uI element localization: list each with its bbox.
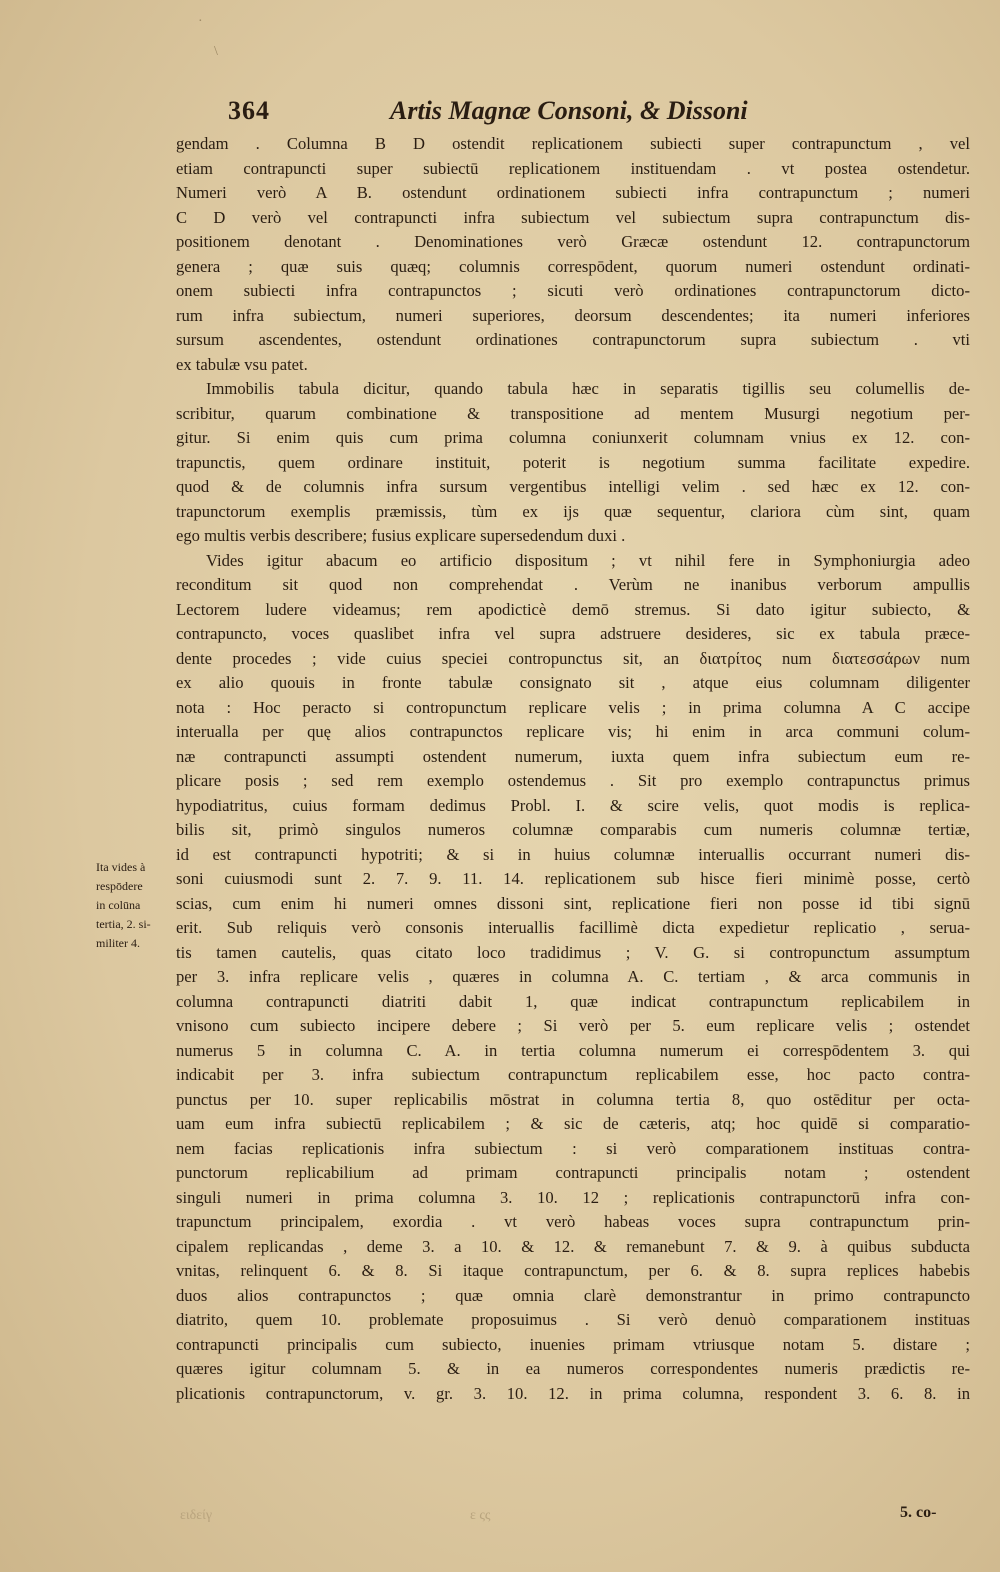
text-line: plicationis contrapunctorum, v. gr. 3. 10. 12. in prima columna, respondent 3. 6. 8. in — [176, 1383, 970, 1403]
text-line: contrapuncto, voces quaslibet infra vel supra adstruere desideres, sic ex tabula præce- — [176, 624, 970, 643]
text-line: trapunctum principalem, exordia . vt verò habeas voces supra contrapunctum prin- — [176, 1212, 970, 1231]
text-line: gitur. Si enim quis cum prima columna coniunxerit columnam vnius ex 12. con- — [176, 428, 970, 447]
page-number: 364 — [228, 96, 270, 125]
text-line: trapunctorum exemplis præmissis, tùm ex ijs quæ sequentur, clariora cùm sint, quam — [176, 501, 970, 521]
text-line: Vides igitur abacum eo artificio dispositum ; vt nihil fere in Symphoniurgia adeo — [206, 550, 970, 570]
margin-note-line: tertia, 2. si- — [96, 917, 151, 931]
stain-mark: \ — [214, 44, 218, 59]
text-line: dente procedes ; vide cuius speciei contropunctus sit, an διατρίτος num διατεσσάρων num — [176, 648, 970, 668]
margin-note-line: Ita vides à — [96, 860, 146, 874]
body-text — [176, 132, 970, 1406]
text-line: plicare posis ; sed rem exemplo ostendemus . Sit pro exemplo contrapunctus primus — [176, 771, 970, 790]
text-line: Lectorem ludere videamus; rem apodicticè demō stremus. Si dato igitur subiecto, & — [176, 599, 970, 619]
text-line: per 3. infra replicare velis , quæres in columna A. C. tertiam , & arca communis in — [176, 967, 970, 986]
text-line: etiam contrapuncti super subiectū replicationem instituendam . vt postea ostendetur. — [176, 158, 970, 178]
text-line: Numeri verò A B. ostendunt ordinationem subiecti infra contrapunctum ; numeri — [176, 183, 970, 202]
bottom-faded-text: ειδείγ — [180, 1508, 213, 1523]
text-line: contrapuncti principalis cum subiecto, inuenies primam vtriusque notam 5. distare ; — [176, 1334, 970, 1354]
text-line: nota : Hoc peracto si contropunctum replicare velis ; in prima columna A C accipe — [176, 697, 970, 717]
text-line: ex tabulæ vsu patet. — [176, 354, 308, 374]
text-line: Immobilis tabula dicitur, quando tabula hæc in separatis tigillis seu columellis de- — [206, 379, 970, 398]
text-line: duos alios contrapunctos ; quæ omnia clarè demonstrantur in primo contrapuncto — [176, 1285, 970, 1305]
text-line: rum infra subiectum, numeri superiores, deorsum descendentes; ita numeri inferiores — [176, 305, 970, 325]
text-line: hypodiatritus, cuius formam dedimus Probl. I. & scire velis, quot modis is replica- — [176, 795, 970, 815]
margin-note-line: respōdere — [96, 879, 143, 893]
text-line: onem subiecti infra contrapunctos ; sicuti verò ordinationes contrapunctorum dicto- — [176, 281, 970, 300]
text-line: sursum ascendentes, ostendunt ordinationes contrapunctorum supra subiectum . vti — [176, 330, 970, 349]
text-line: quod & de columnis infra sursum vergentibus intelligi velim . sed hæc ex 12. con- — [176, 477, 970, 496]
text-line: vnisono cum subiecto incipere debere ; Si verò per 5. eum replicare velis ; ostendet — [176, 1016, 970, 1035]
text-line: quæres igitur columnam 5. & in ea numeros correspondentes numeris prædictis re- — [176, 1359, 970, 1378]
text-line: numerus 5 in columna C. A. in tertia columna numerum ei correspōdentem 3. qui — [176, 1040, 970, 1060]
text-line: positionem denotant . Denominationes verò Græcæ ostendunt 12. contrapunctorum — [176, 232, 970, 251]
text-line: uam eum infra subiectū replicabilem ; & sic de cæteris, atq; hoc quidē si comparatio- — [176, 1114, 970, 1133]
text-line: singuli numeri in prima columna 3. 10. 12 ; replicationis contrapunctorū infra con- — [176, 1187, 970, 1207]
text-line: nem facias replicationis infra subiectum : si verò comparationem instituas contra- — [176, 1138, 970, 1158]
text-line: ex alio quouis in fronte tabulæ consignato sit , atque eius columnam diligenter — [176, 673, 970, 692]
margin-note — [96, 858, 176, 953]
catchword: 5. co- — [900, 1504, 937, 1521]
text-line: reconditum sit quod non comprehendat . Verùm ne inanibus verborum ampullis — [176, 575, 970, 594]
text-line: columna contrapuncti diatriti dabit 1, quæ indicat contrapunctum replicabilem in — [176, 991, 970, 1011]
text-line: bilis sit, primò singulos numeros columnæ comparabis cum numeris columnæ tertiæ, — [176, 820, 970, 839]
text-line: diatrito, quem 10. problemate proposuimus . Si verò denuò comparationem instituas — [176, 1310, 970, 1329]
text-line: punctorum replicabilium ad primam contrapuncti principalis notam ; ostendent — [176, 1163, 970, 1182]
margin-note-line: militer 4. — [96, 936, 140, 950]
running-title: Artis Magnæ Consoni, & Dissoni — [390, 96, 748, 125]
margin-note-line: in colūna — [96, 898, 141, 912]
text-line: id est contrapuncti hypotriti; & si in huius columnæ interuallis occurrant numeri dis- — [176, 844, 970, 864]
text-line: gendam . Columna B D ostendit replicationem subiecti super contrapunctum , vel — [176, 134, 970, 153]
text-line: trapunctis, quem ordinare instituit, poterit is negotium summa facilitate expedire. — [176, 452, 970, 472]
text-line: erit. Sub reliquis verò consonis interuallis facillimè dicta expedietur replicatio , serua- — [176, 918, 970, 937]
text-line: ego multis verbis describere; fusius explicare supersedendum duxi . — [176, 526, 626, 545]
page-header — [228, 96, 818, 132]
text-line: genera ; quæ suis quæq; columnis correspōdent, quorum numeri ostendunt ordinati- — [176, 256, 970, 276]
bottom-faded-text: ε ςς — [470, 1508, 491, 1523]
text-line: C D verò vel contrapuncti infra subiectum vel subiectum supra contrapunctum dis- — [176, 207, 970, 227]
text-line: indicabit per 3. infra subiectum contrapunctum replicabilem esse, hoc pacto contra- — [176, 1065, 970, 1084]
text-line: vnitas, relinquent 6. & 8. Si itaque contrapunctum, per 6. & 8. supra replices habebis — [176, 1261, 970, 1280]
text-line: cipalem replicandas , deme 3. a 10. & 12. & remanebunt 7. & 9. à quibus subducta — [176, 1236, 970, 1256]
text-line: punctus per 10. super replicabilis mōstrat in columna tertia 8, quo ostēditur per octa- — [176, 1089, 970, 1109]
stain-mark: · — [198, 14, 203, 29]
text-line: interualla per quę alios contrapunctos replicare vis; hi enim in arca communi colum- — [176, 722, 970, 741]
text-line: næ contrapuncti assumpti ostendent numerum, iuxta quem infra subiectum eum re- — [176, 746, 970, 766]
text-line: scias, cum enim hi numeri omnes dissoni sint, replicatione fieri non posse id tibi signū — [176, 893, 970, 913]
text-line: scribitur, quarum combinatione & transpositione ad mentem Musurgi negotium per- — [176, 403, 970, 423]
text-line: tis tamen cautelis, quas citato loco tradidimus ; V. G. si contropunctum assumptum — [176, 942, 970, 962]
text-line: soni cuiusmodi sunt 2. 7. 9. 11. 14. replicationem sub hisce fieri minimè posse, certò — [176, 869, 970, 888]
